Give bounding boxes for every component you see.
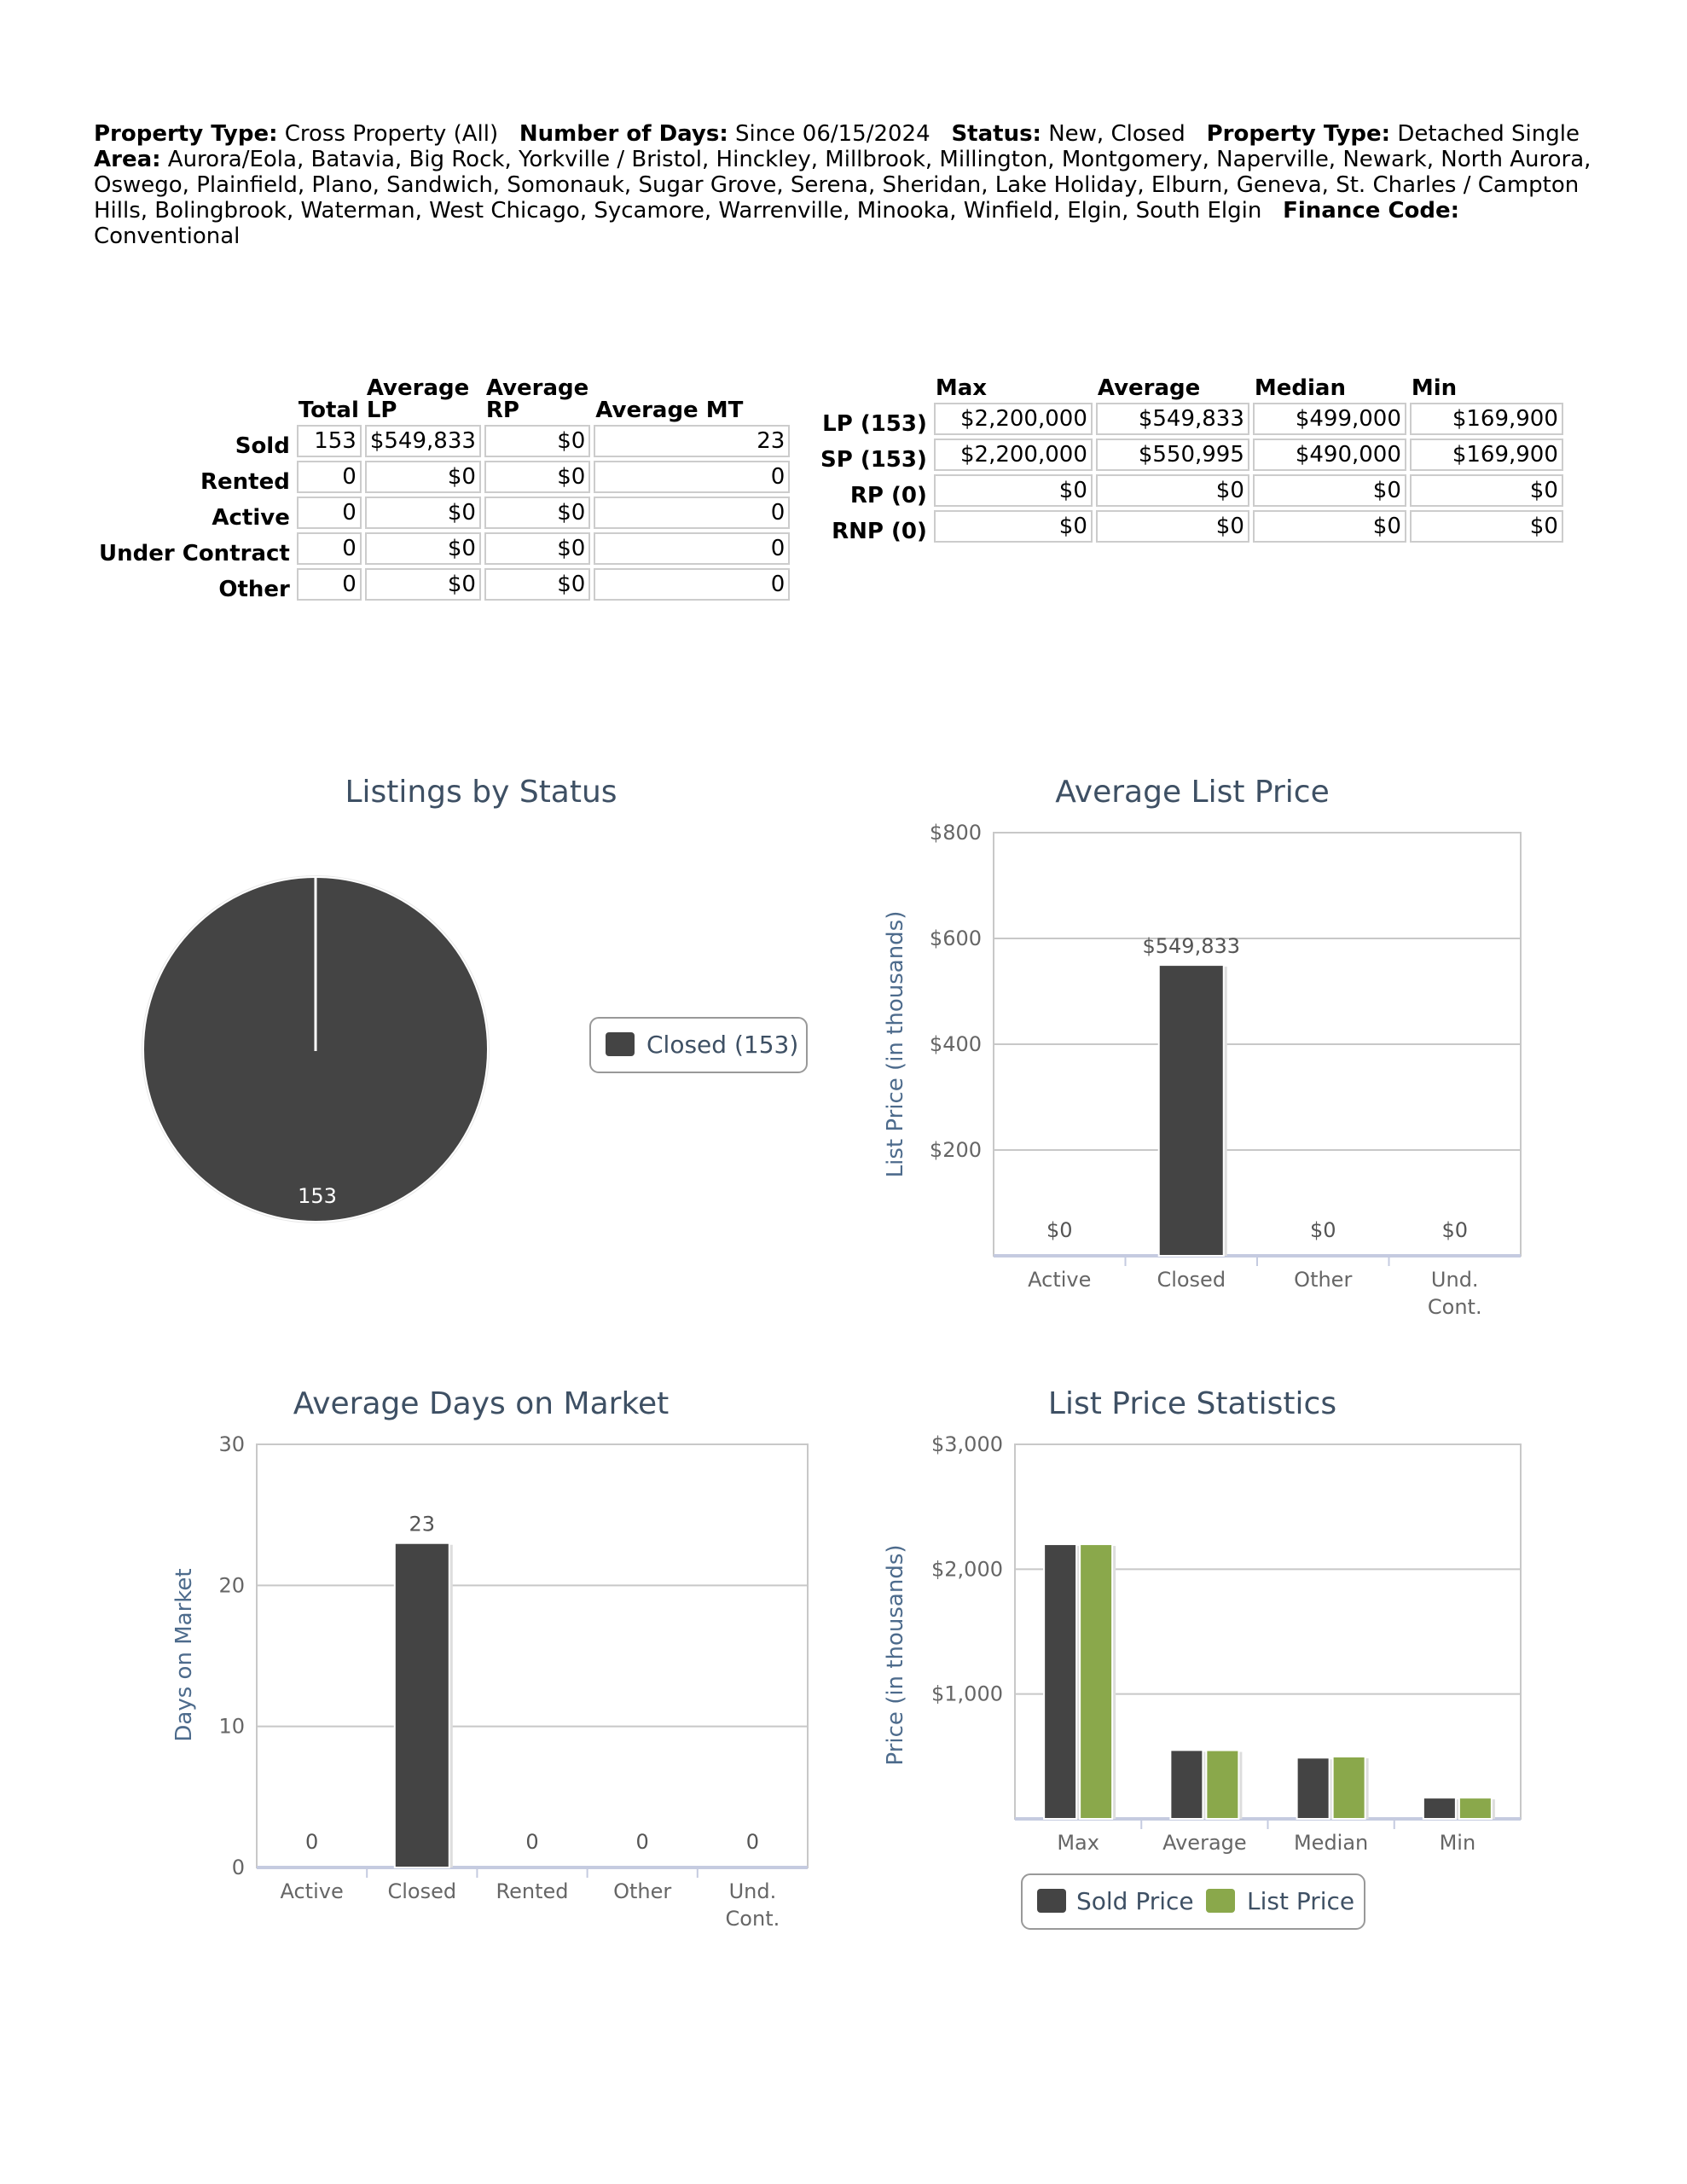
table-cell: 0 — [594, 568, 790, 601]
legend-swatch-closed — [606, 1032, 635, 1056]
data-label: 0 — [525, 1830, 539, 1854]
x-tick-label: Other — [1294, 1268, 1353, 1292]
legend-item-list-price: List Price — [1247, 1887, 1355, 1915]
table-cell: $0 — [484, 425, 590, 457]
status-value: New, Closed — [1048, 121, 1186, 147]
y-tick-label: $400 — [929, 1032, 982, 1056]
table-cell: 23 — [594, 425, 790, 457]
legend-item-closed: Closed (153) — [646, 1031, 799, 1059]
status-label: Status: — [951, 121, 1041, 147]
column-header: Max — [935, 375, 988, 401]
x-tick-label: Active — [1028, 1268, 1092, 1292]
pie-chart-title: Listings by Status — [345, 775, 617, 810]
table-cell: 0 — [297, 497, 362, 529]
table-cell: $550,995 — [1096, 439, 1249, 471]
y-tick-label: 20 — [218, 1573, 245, 1598]
table-cell: 0 — [594, 532, 790, 565]
avg-days-chart — [218, 1432, 808, 1931]
y-tick-label: 10 — [218, 1714, 245, 1739]
row-label: Active — [212, 505, 290, 531]
bar — [395, 1543, 449, 1867]
column-header: Total — [298, 398, 359, 423]
table-cell: $2,200,000 — [934, 439, 1093, 471]
legend-swatch-list — [1206, 1889, 1235, 1913]
legend-item-sold-price: Sold Price — [1076, 1887, 1194, 1915]
y-axis-label: List Price (in thousands) — [883, 910, 908, 1178]
y-axis-label: Price (in thousands) — [883, 1544, 908, 1766]
row-label: LP (153) — [822, 411, 927, 437]
column-header: Average LP — [366, 375, 470, 423]
x-tick-label: Max — [1057, 1831, 1099, 1855]
table-cell: $549,833 — [1096, 403, 1249, 435]
data-label: 0 — [635, 1830, 649, 1854]
x-tick-label: Und. Cont. — [725, 1879, 780, 1931]
table-cell: $0 — [1410, 474, 1563, 507]
table-cell: $0 — [365, 532, 481, 565]
y-tick-label: $200 — [929, 1138, 982, 1162]
pie-chart — [142, 875, 807, 1223]
row-label: SP (153) — [820, 447, 927, 473]
bar — [1170, 1750, 1203, 1819]
y-tick-label: $800 — [929, 821, 982, 845]
x-tick-label: Und. Cont. — [1427, 1268, 1482, 1319]
bar — [1159, 965, 1224, 1256]
table-cell: 0 — [297, 532, 362, 565]
table-cell: $549,833 — [365, 425, 481, 457]
table-cell: $0 — [484, 532, 590, 565]
data-label: $0 — [1309, 1218, 1336, 1242]
table-cell: $0 — [365, 497, 481, 529]
row-label: Rented — [200, 469, 290, 495]
area-label: Area: — [94, 147, 161, 172]
row-label: Sold — [235, 433, 290, 459]
table-cell: $490,000 — [1253, 439, 1406, 471]
property-type2-value: Detached Single — [1397, 121, 1580, 147]
column-header: Median — [1254, 375, 1346, 401]
x-tick-label: Min — [1439, 1831, 1476, 1855]
table-cell: 0 — [297, 568, 362, 601]
data-label: $0 — [1441, 1218, 1469, 1242]
row-label: Under Contract — [99, 541, 290, 566]
table-cell: $499,000 — [1253, 403, 1406, 435]
days-value: Since 06/15/2024 — [735, 121, 930, 147]
table-cell: $0 — [484, 568, 590, 601]
price-stats-legend — [1022, 1874, 1365, 1929]
table-cell: 0 — [594, 461, 790, 493]
column-header: Average MT — [595, 398, 744, 423]
x-tick-label: Average — [1162, 1831, 1247, 1855]
x-tick-label: Closed — [387, 1879, 457, 1903]
y-tick-label: $2,000 — [931, 1557, 1003, 1582]
bar — [1080, 1544, 1112, 1819]
bar — [1333, 1757, 1365, 1819]
avg-days-title: Average Days on Market — [293, 1386, 670, 1421]
avg-list-price-chart — [930, 821, 1521, 1319]
data-label: 23 — [409, 1512, 436, 1536]
table-cell: $169,900 — [1410, 403, 1563, 435]
price-stats-title: List Price Statistics — [1047, 1386, 1337, 1421]
bar — [1297, 1757, 1330, 1819]
data-label: $549,833 — [1142, 934, 1241, 959]
table-cell: 0 — [297, 461, 362, 493]
row-label: RNP (0) — [832, 519, 927, 544]
legend-swatch-sold — [1037, 1889, 1066, 1913]
property-type-value: Cross Property (All) — [284, 121, 499, 147]
table-cell: $0 — [365, 568, 481, 601]
pie-data-label: 153 — [298, 1184, 337, 1208]
finance-label: Finance Code: — [1283, 198, 1460, 224]
column-header: Average RP — [485, 375, 589, 423]
bar — [1459, 1798, 1492, 1819]
data-label: 0 — [745, 1830, 760, 1854]
bar — [1206, 1751, 1238, 1819]
property-type2-label: Property Type: — [1206, 121, 1391, 147]
property-type-label: Property Type: — [94, 121, 278, 147]
y-axis-label: Days on Market — [171, 1568, 197, 1742]
y-tick-label: 0 — [231, 1856, 245, 1879]
table-cell: 0 — [594, 497, 790, 529]
x-tick-label: Closed — [1157, 1268, 1226, 1292]
y-tick-label: $1,000 — [931, 1682, 1003, 1706]
x-tick-label: Median — [1293, 1831, 1369, 1855]
bar — [1044, 1544, 1076, 1819]
table-cell: $169,900 — [1410, 439, 1563, 471]
table-cell: $0 — [1096, 510, 1249, 543]
bar — [1423, 1798, 1456, 1819]
x-tick-label: Rented — [496, 1879, 569, 1903]
finance-value: Conventional — [94, 224, 241, 249]
plot-border — [257, 1444, 808, 1867]
x-tick-label: Other — [613, 1879, 672, 1903]
x-tick-label: Active — [280, 1879, 344, 1903]
price-stats-chart — [931, 1432, 1521, 1855]
row-label: RP (0) — [849, 483, 927, 508]
table-cell: $0 — [484, 497, 590, 529]
avg-list-price-title: Average List Price — [1055, 775, 1330, 810]
table-cell: $0 — [1253, 510, 1406, 543]
table-cell: $0 — [1096, 474, 1249, 507]
table-cell: $0 — [1253, 474, 1406, 507]
data-label: 0 — [304, 1830, 319, 1854]
y-tick-label: 30 — [218, 1432, 245, 1456]
days-label: Number of Days: — [519, 121, 728, 147]
row-label: Other — [218, 577, 290, 602]
area-value: Aurora/Eola, Batavia, Big Rock, Yorkville / Bristol, Hinckley, Millbrook, Millington, Montgomery, Naperville, Newark, North Aurora, Oswego, Plainfield, Plano, Sandwich, Somonauk, Sugar Grove, Serena, Sheridan, Lake Holiday, Elburn, Geneva, St. Charles / Campton Hills, Bolingbrook, Waterman, West Chicago, Sycamore, Warrenville, Minooka, Winfield, Elgin, South Elgin — [94, 147, 1591, 224]
column-header: Min — [1411, 375, 1458, 401]
y-tick-label: $600 — [929, 926, 982, 950]
table-cell: $0 — [934, 474, 1093, 507]
table-cell: $0 — [365, 461, 481, 493]
column-header: Average — [1097, 375, 1201, 401]
y-tick-label: $3,000 — [931, 1432, 1003, 1456]
table-cell: $0 — [1410, 510, 1563, 543]
table-cell: $2,200,000 — [934, 403, 1093, 435]
table-cell: $0 — [484, 461, 590, 493]
table-cell: 153 — [297, 425, 362, 457]
data-label: $0 — [1046, 1218, 1073, 1242]
table-cell: $0 — [934, 510, 1093, 543]
